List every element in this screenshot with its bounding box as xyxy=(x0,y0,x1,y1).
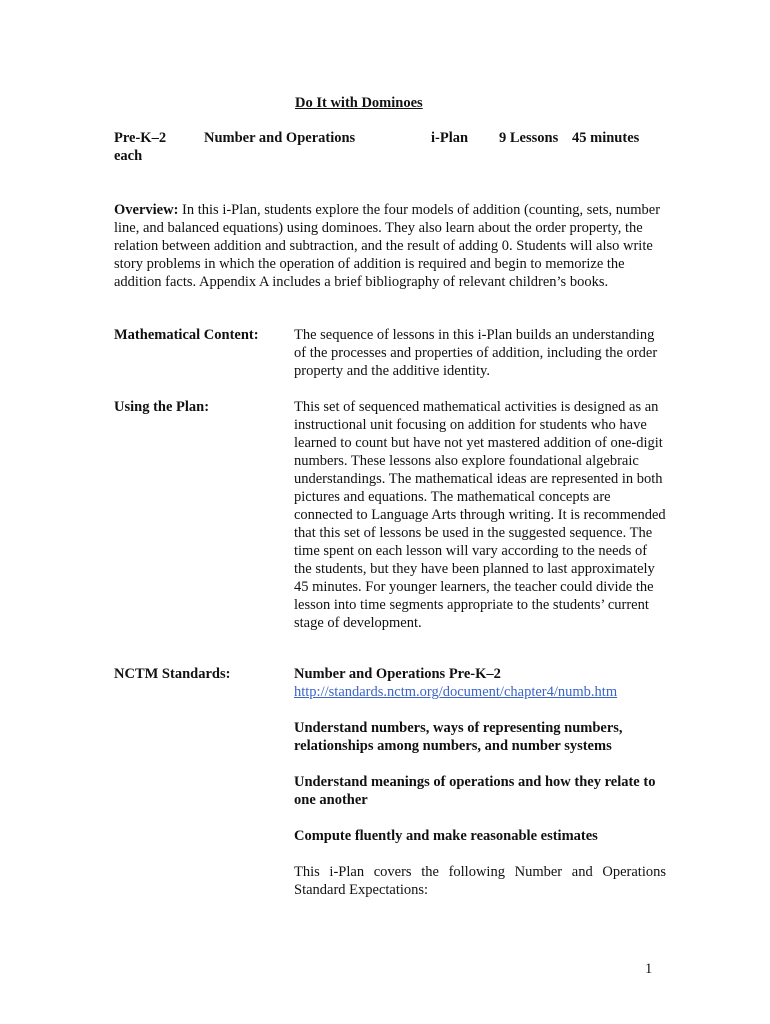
using-plan-label: Using the Plan: xyxy=(114,399,210,415)
nctm-heading: Number and Operations Pre-K–2 xyxy=(294,666,501,682)
lesson-count: 9 Lessons xyxy=(499,130,559,146)
nctm-link[interactable]: http://standards.nctm.org/document/chapter4/numb.htm xyxy=(294,684,618,700)
math-content-label: Mathematical Content: xyxy=(114,327,259,343)
nctm-label: NCTM Standards: xyxy=(114,666,231,682)
lesson-duration: 45 minutes xyxy=(572,130,640,146)
standard-2: Understand meanings of operations and how they relate to one another xyxy=(294,774,656,808)
grade-level: Pre-K–2 xyxy=(114,130,167,146)
plan-type: i-Plan xyxy=(431,130,469,146)
using-plan-text: This set of sequenced mathematical activities is designed as an instructional unit focusing on addition for students who have learned to count but have not yet mastered addition of one-digit numbers. These lessons also explore foundational algebraic understandings. The mathematical ideas are represented in both pictures and equations. The mathematical concepts are connected to Language Arts through writing. It is recommended that this set of lessons be used in the suggested sequence. The time spent on each lesson will vary according to the needs of the students, but they have been planned to last approximately 45 minutes. For younger learners, the teacher could divide the lesson into time segments appropriate to the students’ current stage of development. xyxy=(294,399,666,631)
strand: Number and Operations xyxy=(204,130,356,146)
math-content-text: The sequence of lessons in this i-Plan builds an understanding of the processes and properties of addition, including the order property and the additive identity. xyxy=(294,327,658,379)
overview-text: In this i-Plan, students explore the four models of addition (counting, sets, number line, and balanced equations) using dominoes. They also learn about the order property, the relation between addition and subtraction, and the result of adding 0. Students will also write story problems in which the operation of addition is required and begin to memorize the addition facts. Appendix A includes a brief bibliography of relevant children’s books. xyxy=(114,202,661,290)
page-number: 1 xyxy=(645,961,653,977)
standard-3: Compute fluently and make reasonable estimates xyxy=(294,828,598,844)
overview-paragraph xyxy=(114,201,664,291)
duration-suffix: each xyxy=(114,148,143,164)
overview-label: Overview: xyxy=(114,202,179,218)
page-title: Do It with Dominoes xyxy=(295,95,423,111)
nctm-body xyxy=(294,665,666,899)
expectations-intro: This i-Plan covers the following Number and Operations Standard Expectations: xyxy=(294,864,666,898)
standard-1: Understand numbers, ways of representing numbers, relationships among numbers, and number systems xyxy=(294,720,623,754)
